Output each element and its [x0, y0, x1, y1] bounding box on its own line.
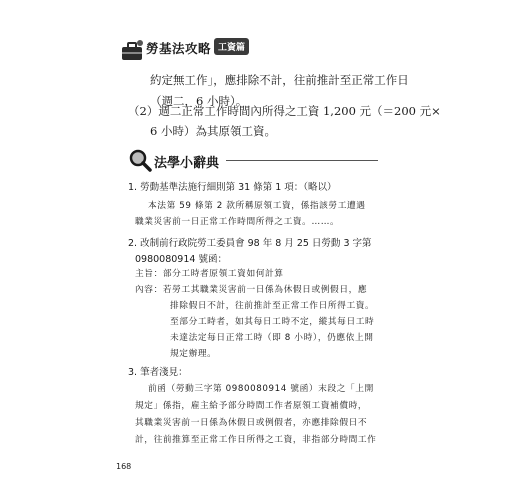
dictionary-title: 法學小辭典	[154, 156, 220, 171]
item-text: 主旨：部分工時者原領工資如何計算	[135, 269, 284, 279]
item-text: 前函（勞動三字第 0980080914 號函）末段之「上開	[148, 384, 374, 394]
item-heading: 1. 勞動基準法施行細則第 31 條第 1 項：（略以）	[128, 182, 337, 193]
item-text: 職業災害前一日正常工作時間所得之工資。……。	[135, 217, 340, 227]
item-text: 排除假日不計，往前推計至正常工作日所得工資。	[170, 301, 375, 311]
item-text: 規定」係指，雇主給予部分時間工作者原領工資補償時，	[135, 401, 368, 411]
page-number: 168	[116, 462, 132, 471]
book-title: 勞基法攻略	[146, 41, 212, 56]
item-heading: 3. 筆者淺見：	[128, 367, 188, 378]
body-line: （週二，6 小時）。	[150, 94, 248, 108]
body-line: （2）週二正常工作時間內所得之工資 1,200 元（＝200 元×	[128, 104, 441, 118]
body-line: 6 小時）為其原領工資。	[150, 124, 276, 138]
item-heading: 2. 改制前行政院勞工委員會 98 年 8 月 25 日勞動 3 字第	[128, 238, 372, 249]
running-header	[120, 33, 270, 67]
item-heading: 0980080914 號函：	[135, 254, 227, 265]
dictionary-section-header	[128, 148, 380, 172]
item-text: 其職業災害前一日係為休假日或例假者，亦應排除假日不	[135, 418, 368, 428]
item-text: 計，往前推算至正常工作日所得之工資，非指部分時間工作	[135, 435, 377, 445]
magnifier-icon	[128, 148, 152, 172]
body-line: 約定無工作」，應排除不計，往前推計至正常工作日	[150, 73, 409, 87]
chapter-badge: 工資篇	[214, 38, 249, 55]
briefcase-gavel-icon	[120, 37, 146, 63]
item-text: 未達法定每日正常工時（即 8 小時），仍應依上開	[170, 333, 374, 343]
item-text: 規定辦理。	[170, 349, 217, 359]
item-text: 本法第 59 條第 2 款所稱原領工資，係指該勞工遭遇	[148, 201, 366, 211]
section-divider	[226, 160, 378, 161]
item-text: 內容：若勞工其職業災害前一日係為休假日或例假日，應	[135, 285, 368, 295]
item-text: 至部分工時者，如其每日工時不定，縱其每日工時	[170, 317, 375, 327]
